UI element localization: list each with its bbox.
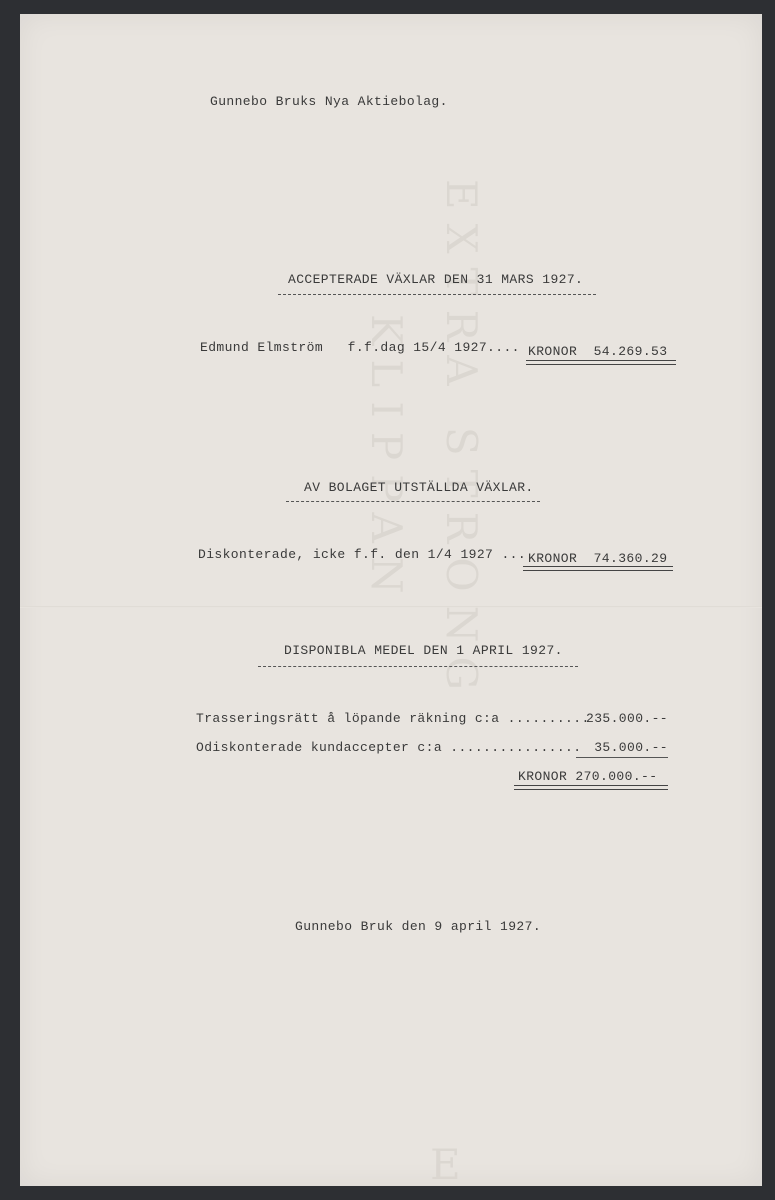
section1-heading: ACCEPTERADE VÄXLAR DEN 31 MARS 1927. (288, 272, 584, 287)
section3-heading: DISPONIBLA MEDEL DEN 1 APRIL 1927. (284, 643, 563, 658)
footer-date-line: Gunnebo Bruk den 9 april 1927. (295, 919, 542, 934)
company-name: Gunnebo Bruks Nya Aktiebolag. (210, 94, 448, 109)
section3-row-amount: 235.000.-- (586, 711, 669, 726)
section2-heading: AV BOLAGET UTSTÄLLDA VÄXLAR. (304, 480, 534, 495)
section3-row-label: Odiskonterade kundaccepter c:a ................ (196, 740, 582, 755)
section2-line-amount: KRONOR 74.360.29 (528, 551, 668, 566)
section3-row-label: Trasseringsrätt å löpande räkning c:a .......... (196, 711, 590, 726)
watermark-bottom: E (430, 1140, 475, 1189)
document-page (20, 14, 762, 1189)
section2-heading-underline (286, 501, 540, 502)
section1-amount-underline (526, 360, 676, 365)
watermark-line1: EXTRA STRONG (437, 179, 486, 705)
section2-line-label: Diskonterade, icke f.f. den 1/4 1927 ... (198, 547, 527, 562)
section1-line-amount: KRONOR 54.269.53 (528, 344, 668, 359)
section3-total-underline (514, 785, 668, 790)
section3-row-amount: 35.000.-- (586, 740, 669, 755)
section1-line-label: Edmund Elmström f.f.dag 15/4 1927.... (200, 340, 520, 355)
section3-subtotal-underline (576, 757, 668, 758)
section3-total: KRONOR 270.000.-- (518, 769, 658, 784)
watermark-line2: KLIPPAN (362, 314, 411, 608)
section2-amount-underline (523, 566, 673, 571)
section3-heading-underline (258, 666, 578, 667)
section1-heading-underline (278, 294, 596, 295)
